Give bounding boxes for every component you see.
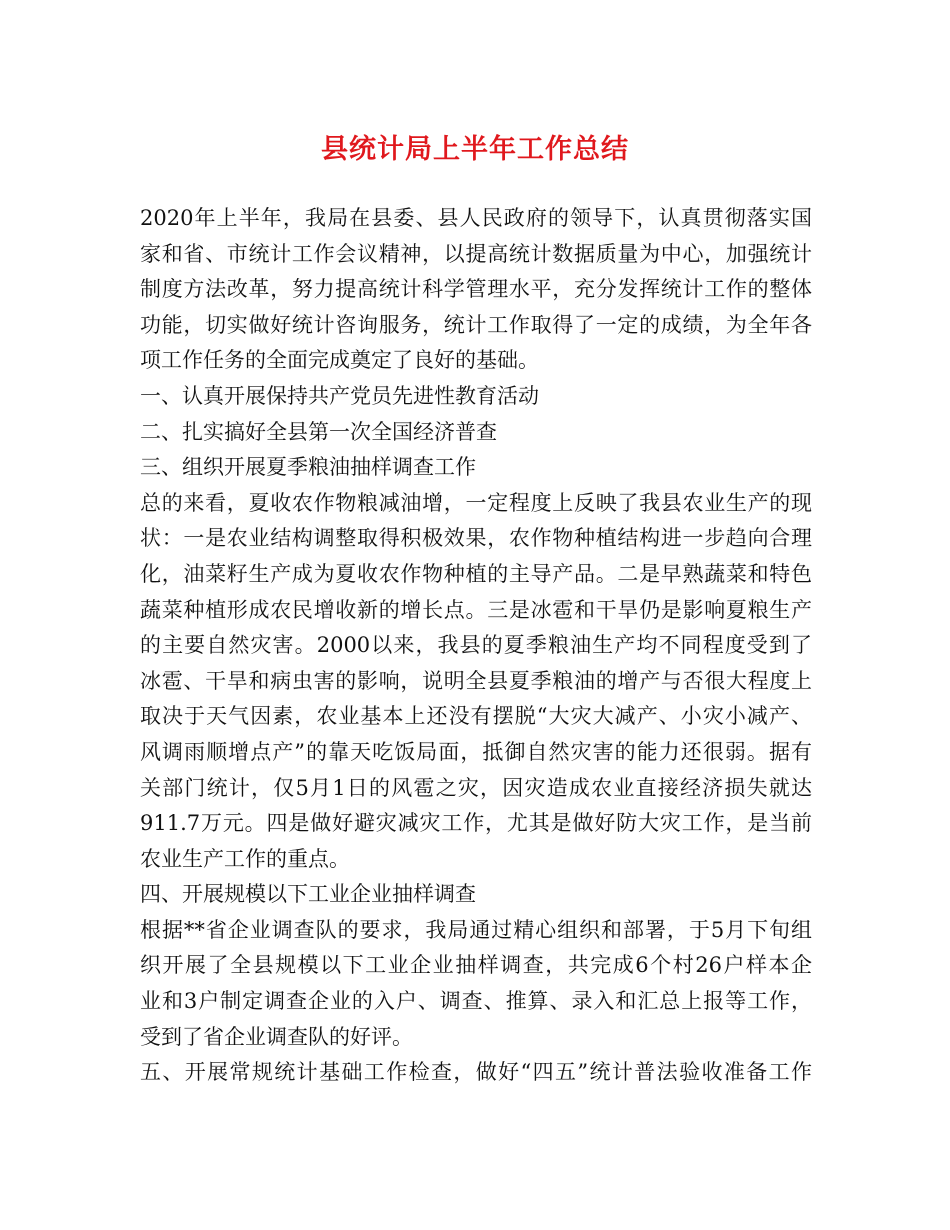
body-text-line: 化，油菜籽生产成为夏收农作物种植的主导产品。二是早熟蔬菜和特色	[140, 561, 812, 586]
body-text-line: 2020年上半年，我局在县委、县人民政府的领导下，认真贯彻落实国	[140, 206, 812, 230]
body-text-line: 根据**省企业调查队的要求，我局通过精心组织和部署，于5月下旬组	[140, 917, 812, 942]
body-text-line: 关部门统计，仅5月1日的风雹之灾，因灾造成农业直接经济损失就达	[140, 775, 812, 800]
body-text-line: 项工作任务的全面完成奠定了良好的基础。	[140, 348, 539, 373]
body-text-line: 三、组织开展夏季粮油抽样调查工作	[140, 455, 476, 480]
body-text-line: 状：一是农业结构调整取得积极效果，农作物种植结构进一步趋向合理	[140, 526, 812, 551]
body-text-line: 受到了省企业调查队的好评。	[140, 1024, 413, 1049]
body-text-line: 总的来看，夏收农作物粮减油增，一定程度上反映了我县农业生产的现	[140, 490, 812, 515]
body-text-line: 功能，切实做好统计咨询服务，统计工作取得了一定的成绩，为全年各	[140, 312, 812, 337]
body-text-line: 五、开展常规统计基础工作检查，做好“四五”统计普法验收准备工作	[140, 1060, 812, 1085]
body-text-line: 业和3户制定调查企业的入户、调查、推算、录入和汇总上报等工作，	[140, 989, 812, 1014]
document-title: 县统计局上半年工作总结	[321, 134, 629, 165]
body-text-line: 风调雨顺增点产”的靠天吃饭局面，抵御自然灾害的能力还很弱。据有	[140, 739, 812, 764]
body-text-line: 二、扎实搞好全县第一次全国经济普查	[140, 419, 497, 444]
body-text-line: 取决于天气因素，农业基本上还没有摆脱“大灾大减产、小灾小减产、	[140, 704, 812, 729]
body-text-line: 织开展了全县规模以下工业企业抽样调查，共完成6个村26户样本企	[140, 953, 812, 978]
body-text-line: 一、认真开展保持共产党员先进性教育活动	[140, 383, 539, 408]
body-text-line: 农业生产工作的重点。	[140, 846, 350, 871]
body-text-line: 制度方法改革，努力提高统计科学管理水平，充分发挥统计工作的整体	[140, 277, 812, 302]
body-text-line: 冰雹、干旱和病虫害的影响，说明全县夏季粮油的增产与否很大程度上	[140, 668, 812, 693]
document-body	[140, 201, 812, 1091]
body-text-line: 家和省、市统计工作会议精神，以提高统计数据质量为中心，加强统计	[140, 241, 812, 266]
body-text-line: 的主要自然灾害。2000以来，我县的夏季粮油生产均不同程度受到了	[140, 633, 812, 658]
body-text-line: 四、开展规模以下工业企业抽样调查	[140, 882, 476, 907]
body-text-line: 911.7万元。四是做好避灾减灾工作，尤其是做好防大灾工作，是当前	[140, 811, 812, 836]
body-text-line: 蔬菜种植形成农民增收新的增长点。三是冰雹和干旱仍是影响夏粮生产	[140, 597, 812, 622]
